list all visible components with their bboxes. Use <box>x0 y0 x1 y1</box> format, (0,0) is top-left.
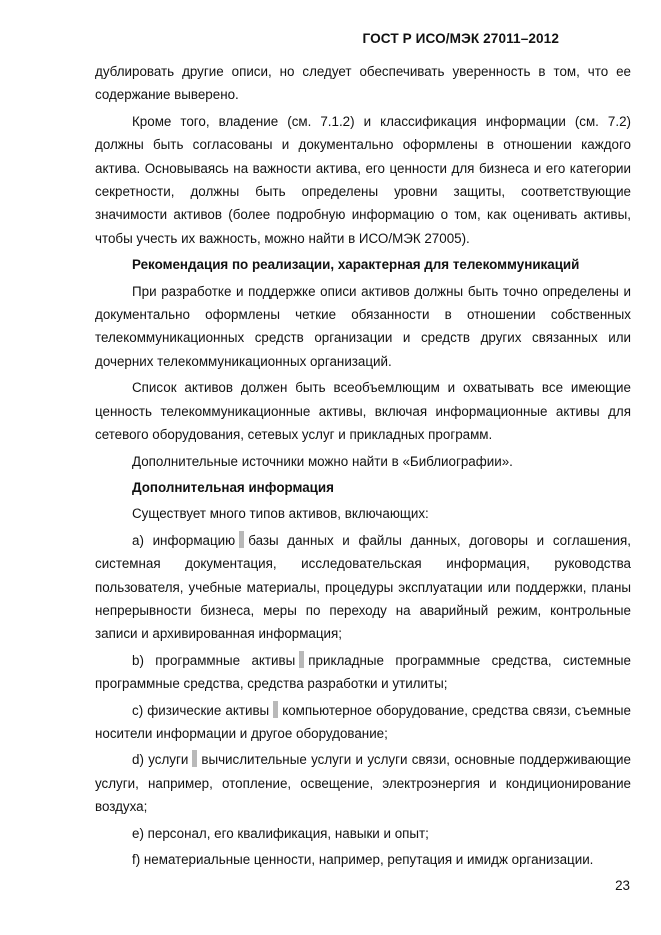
list-item-label: b) программные активы <box>132 652 296 668</box>
paragraph: Существует много типов активов, включающих: <box>132 506 429 522</box>
list-item-text: компьютерное оборудование, средства связи, съемные носители информации и другое оборудование; <box>95 702 631 741</box>
highlight-marker <box>192 750 197 767</box>
paragraph: При разработке и поддержке описи активов должны быть точно определены и документально оформлены четкие обязанности в отношении собственных телекоммуникационных средств организации и средств других связанных или дочерних телекоммуникационных организаций. <box>95 283 631 369</box>
list-item-label: d) услуги <box>132 752 189 768</box>
highlight-marker <box>299 651 304 668</box>
section-heading: Рекомендация по реализации, характерная для телекоммуникаций <box>132 257 580 273</box>
list-item-label: а) информацию <box>132 532 236 548</box>
highlight-marker <box>239 531 244 548</box>
list-item <box>95 529 631 646</box>
list-item-text: вычислительные услуги и услуги связи, основные поддерживающие услуги, например, отопление, освещение, электроэнергия и кондиционирование воздуха; <box>95 752 631 815</box>
list-item: е) персонал, его квалификация, навыки и опыт; <box>132 825 429 841</box>
list-item <box>95 699 631 746</box>
paragraph: Дополнительные источники можно найти в «Библиографии». <box>132 453 513 469</box>
list-item <box>95 748 631 818</box>
paragraph: Список активов должен быть всеобъемлющим и охватывать все имеющие ценность телекоммуникационные активы, включая информационные активы для сетевого оборудования, сетевых услуг и прикладных программ. <box>95 380 631 443</box>
document-header: ГОСТ Р ИСО/МЭК 27011–2012 <box>362 31 559 46</box>
section-heading: Дополнительная информация <box>132 479 334 495</box>
paragraph: Кроме того, владение (см. 7.1.2) и классификация информации (см. 7.2) должны быть согласованы и документально оформлены в отношении каждого актива. Основываясь на важности актива, его ценности для бизнеса и его категории секретности, должны быть определены уровни защиты, соответствующие значимости активов (более подробную информацию о том, как оценивать активы, чтобы учесть их важность, можно найти в ИСО/МЭК 27005). <box>95 113 631 246</box>
list-item-text: прикладные программные средства, системные программные средства, средства разработки и утилиты; <box>95 652 631 692</box>
list-item <box>95 649 631 696</box>
list-item-text: базы данных и файлы данных, договоры и соглашения, системная документация, исследовательская информация, руководства пользователя, учебные материалы, процедуры эксплуатации или поддержки, планы непрерывности бизнеса, меры по переходу на аварийный режим, контрольные записи и архивированная информация; <box>95 532 631 642</box>
list-item: f) нематериальные ценности, например, репутация и имидж организации. <box>132 852 594 867</box>
highlight-marker <box>273 701 278 718</box>
document-body <box>95 60 631 871</box>
page-number: 23 <box>615 878 630 893</box>
list-item-label: с) физические активы <box>132 702 270 718</box>
paragraph: дублировать другие описи, но следует обеспечивать уверенность в том, что ее содержание выверено. <box>95 64 631 103</box>
